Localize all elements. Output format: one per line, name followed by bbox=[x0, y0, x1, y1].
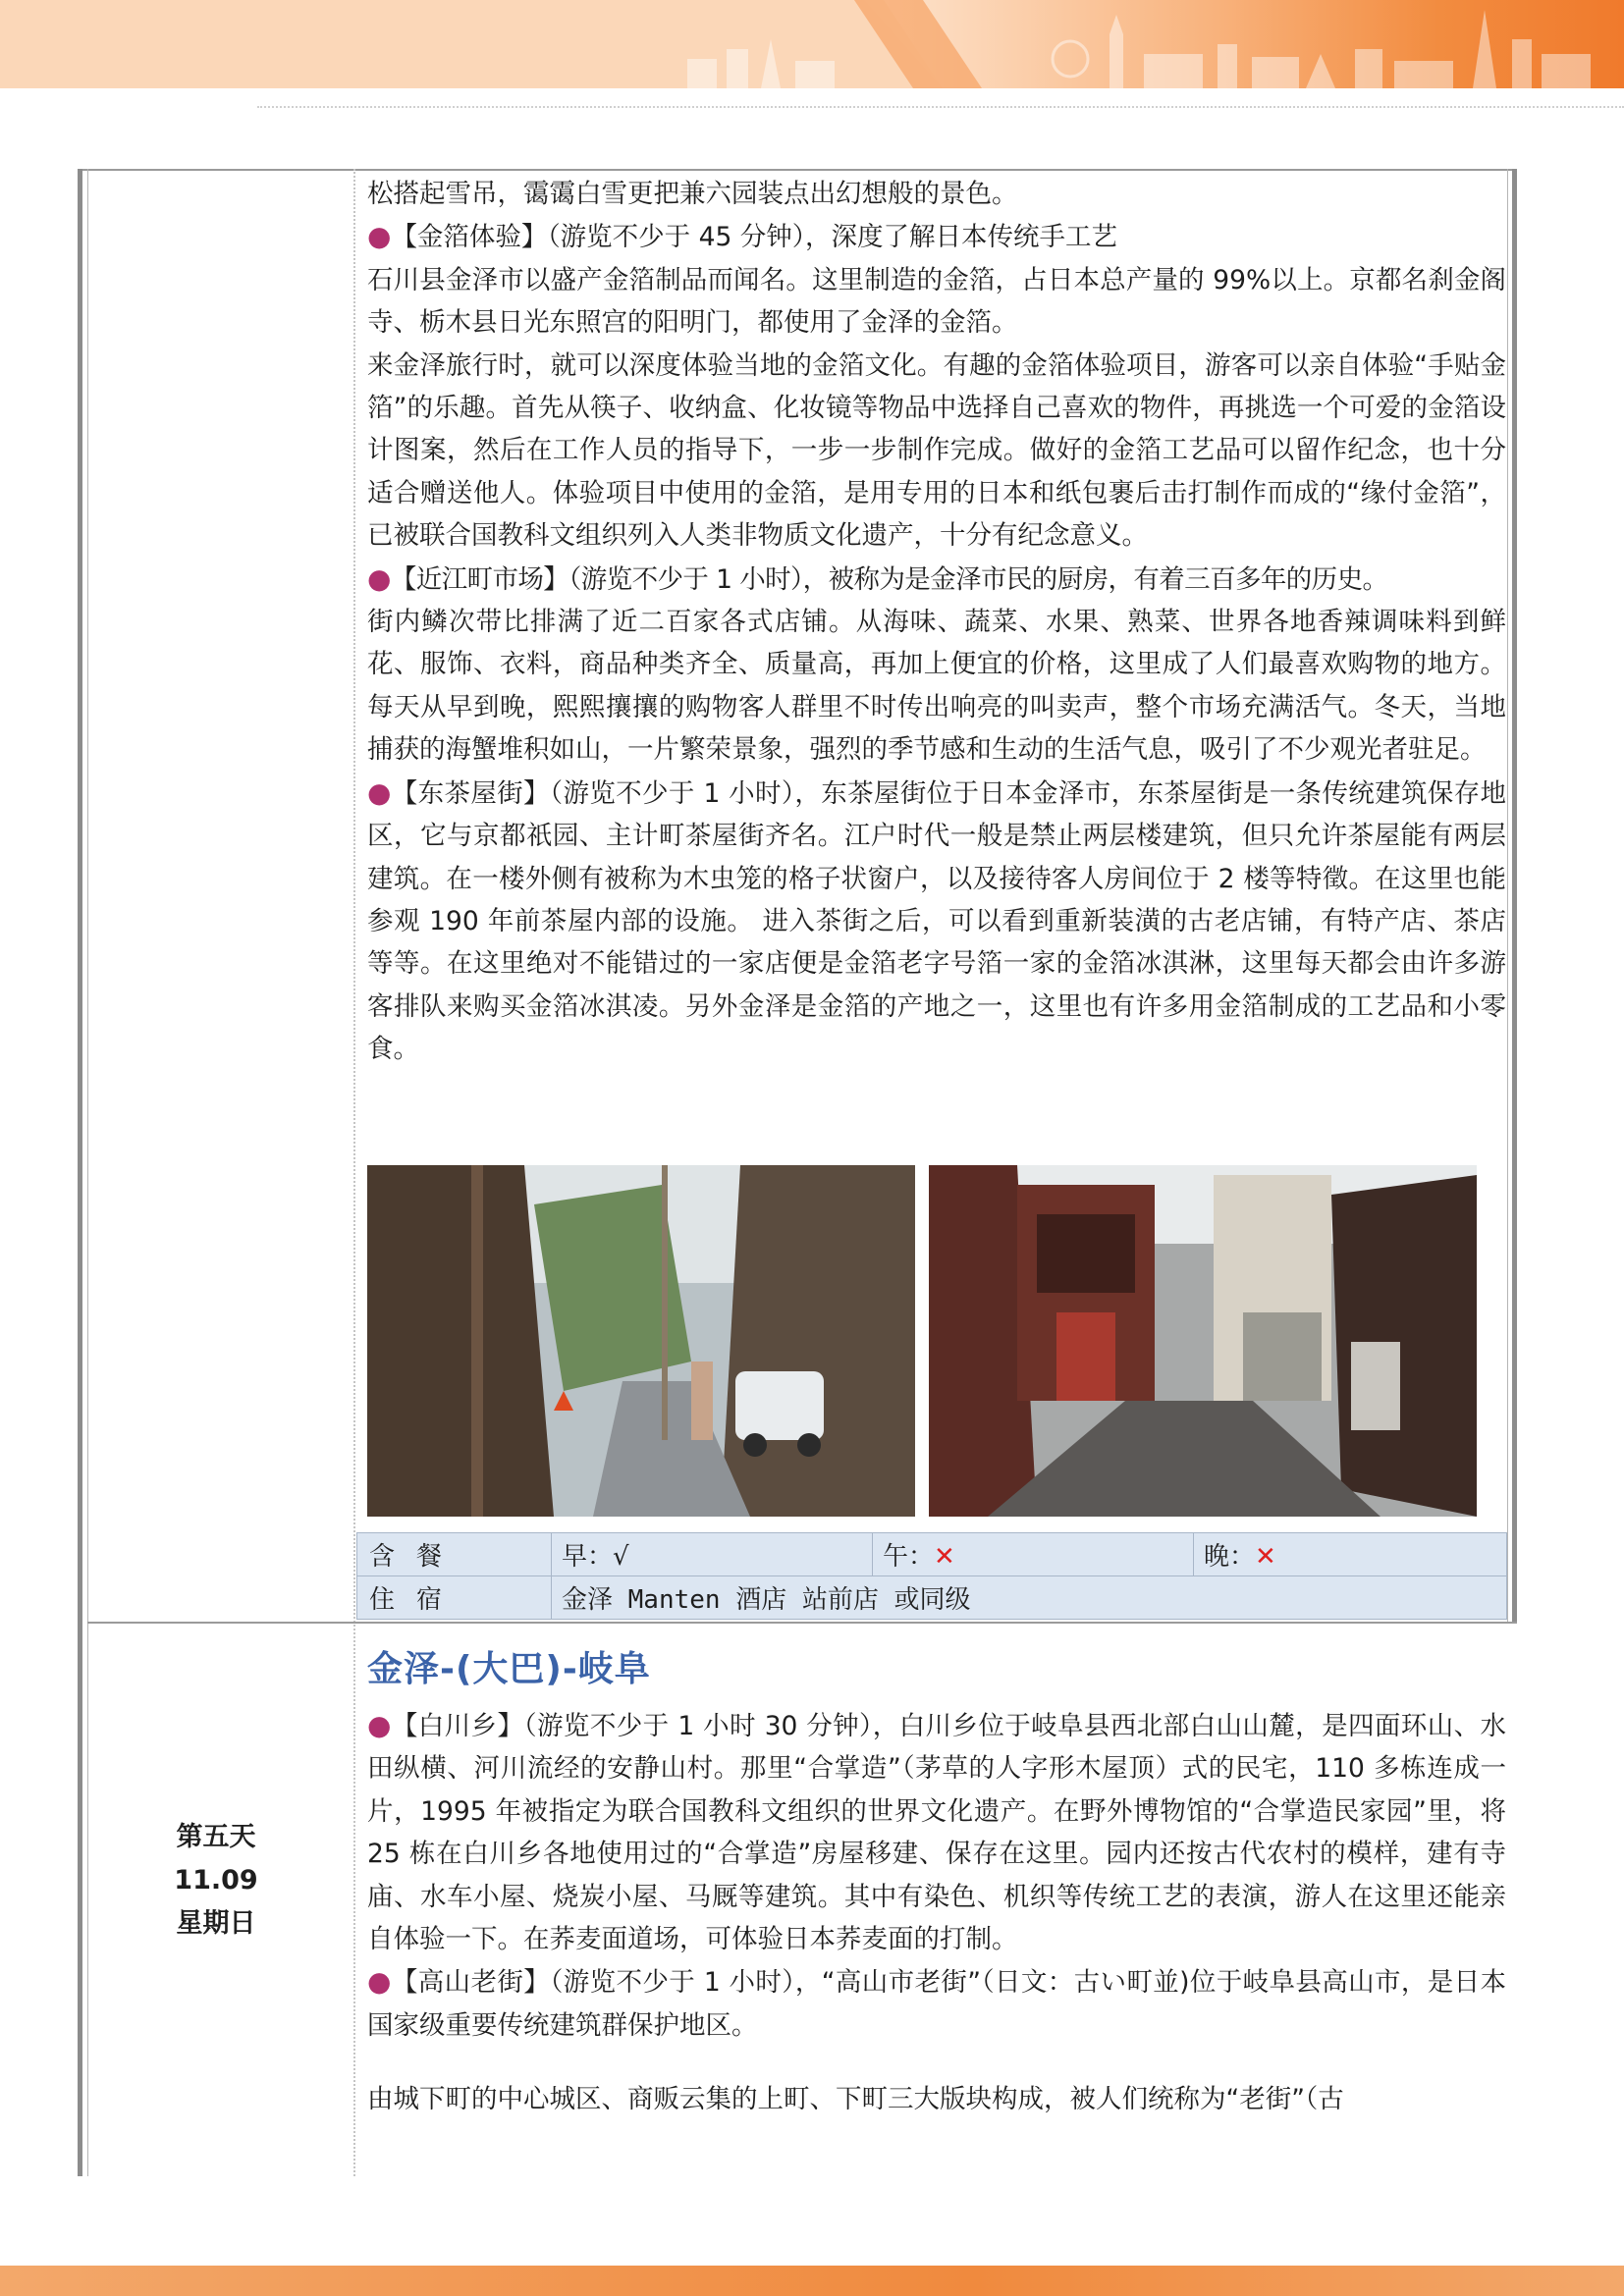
paragraph: 松搭起雪吊，霭霭白雪更把兼六园装点出幻想般的景色。 bbox=[367, 179, 1018, 209]
table-border-top bbox=[78, 169, 1517, 171]
spot-desc: ，白川乡位于岐阜县西北部白山山麓，是四面环山、水田纵横、河川流经的安静山村。那里“合掌造”（茅草的人字形木屋顶）式的民宅，110 多栋连成一片，1995 年被指定为联合国教科文组织的世界文化遗产。在野外博物馆的“合掌造民家园”里，将 25 栋在白川乡各地使用过的“合掌造”房屋移建、保存在这里。园内还按古代农村的模样，建有寺庙、水车小屋、烧炭小屋、马厩等建筑。其中有染色、机织等传统工艺的表演，游人在这里还能亲自体验一下。在荞麦面道场，可体验日本荞麦面的打制。 bbox=[367, 1711, 1507, 1955]
footer-band bbox=[0, 2266, 1624, 2296]
spot-name: 【东茶屋街】 bbox=[391, 777, 550, 809]
hotel-name: 金泽 Manten 酒店 站前店 或同级 bbox=[552, 1576, 1507, 1620]
day-label bbox=[137, 1816, 295, 1946]
spot-heading-gold bbox=[367, 215, 1506, 258]
spot-heading-market bbox=[367, 558, 1506, 601]
spot-name: 【近江町市场】 bbox=[390, 563, 569, 595]
paragraph: 街内鳞次带比排满了近二百家各式店铺。从海味、蔬菜、水果、熟菜、世界各地香辣调味料到鲜花、服饰、衣料，商品种类齐全、质量高，再加上便宜的价格，这里成了人们最喜欢购物的地方。每天从早到晚，熙熙攘攘的购物客人群里不时传出响亮的叫卖声，整个市场充满活气。冬天，当地捕获的海蟹堆积如山，一片繁荣景象，强烈的季节感和生动的生活气息，吸引了不少观光者驻足。 bbox=[367, 607, 1506, 766]
bullet-icon: ● bbox=[367, 1965, 392, 1999]
lodging-label: 住宿 bbox=[357, 1576, 552, 1620]
breakfast-cell: 早：√ bbox=[552, 1533, 873, 1576]
spot-paragraph-takayama bbox=[367, 1960, 1506, 2047]
spot-name: 【金箔体验】 bbox=[391, 222, 548, 253]
lodging-row bbox=[357, 1576, 1507, 1620]
meal-lodging-table bbox=[356, 1532, 1507, 1620]
meal-label: 含餐 bbox=[357, 1533, 552, 1576]
skyline-banner bbox=[0, 0, 1624, 88]
cross-icon: ✕ bbox=[1255, 1542, 1276, 1572]
paragraph: 由城下町的中心城区、商贩云集的上町、下町三大版块构成，被人们统称为“老街”（古 bbox=[367, 2084, 1344, 2115]
photo-higashi-chaya bbox=[929, 1165, 1477, 1517]
bullet-icon: ● bbox=[367, 1709, 392, 1741]
lunch-label: 午： bbox=[883, 1542, 935, 1572]
spot-paragraph-chaya bbox=[367, 772, 1506, 1071]
spot-name: 【高山老街】 bbox=[391, 1967, 551, 1999]
day-route-title: 金泽-(大巴)-岐阜 bbox=[367, 1649, 651, 1689]
day-number: 第五天 bbox=[176, 1822, 256, 1852]
lunch-cell bbox=[873, 1533, 1194, 1576]
bullet-icon: ● bbox=[367, 220, 392, 253]
bullet-icon: ● bbox=[367, 775, 392, 809]
spot-duration: （游览不少于 1 小时） bbox=[549, 777, 795, 809]
header-divider bbox=[257, 106, 1624, 108]
spot-duration: （游览不少于 1 小时） bbox=[550, 1967, 795, 1999]
spot-desc: ，“高山市老街”（日文：古い町並)位于岐阜县高山市，是日本国家级重要传统建筑群保护地区。 bbox=[367, 1967, 1506, 2041]
paragraph: 来金泽旅行时，就可以深度体验当地的金箔文化。有趣的金箔体验项目，游客可以亲自体验“手贴金箔”的乐趣。首先从筷子、收纳盒、化妆镜等物品中选择自己喜欢的物件，再挑选一个可爱的金箔设计图案，然后在工作人员的指导下，一步一步制作完成。做好的金箔工艺品可以留作纪念，也十分适合赠送他人。体验项目中使用的金箔，是用专用的日本和纸包裹后击打制作而成的“缘付金箔”，已被联合国教科文组织列入人类非物质文化遗产，十分有纪念意义。 bbox=[367, 349, 1506, 552]
header-banner bbox=[0, 0, 1624, 88]
spot-paragraph-shirakawa bbox=[367, 1704, 1506, 1960]
spot-desc: ，东茶屋街位于日本金泽市，东茶屋街是一条传统建筑保存地区，它与京都祇园、主计町茶屋街齐名。江户时代一般是禁止两层楼建筑，但只允许茶屋能有两层建筑。在一楼外侧有被称为木虫笼的格子状窗户，以及接待客人房间位于 2 楼等特徵。在这里也能参观 190 年前茶屋内部的设施。 进入茶街之后，可以看到重新装潢的古老店铺，有特产店、茶店等等。在这里绝对不能错过的一家店便是金箔老字号箔一家的金箔冰淇淋，这里每天都会由许多游客排队来购买金箔冰淇凌。另外金泽是金箔的产地之一，这里也有许多用金箔制成的工艺品和小零食。 bbox=[367, 777, 1506, 1065]
day5-content bbox=[367, 1704, 1506, 2121]
spot-duration: （游览不少于 1 小时 30 分钟） bbox=[523, 1711, 873, 1741]
day4-content bbox=[367, 173, 1506, 1071]
spot-duration: （游览不少于 1 小时） bbox=[568, 563, 803, 595]
meal-row bbox=[357, 1533, 1507, 1576]
spot-duration: （游览不少于 45 分钟） bbox=[547, 222, 806, 253]
dinner-label: 晚： bbox=[1204, 1542, 1256, 1572]
paragraph: 石川县金泽市以盛产金箔制品而闻名。这里制造的金箔，占日本总产量的 99%以上。京都名刹金阁寺、栃木县日光东照宫的阳明门，都使用了金泽的金箔。 bbox=[367, 264, 1506, 339]
dinner-cell bbox=[1194, 1533, 1507, 1576]
table-border-right bbox=[1512, 169, 1517, 1622]
spot-desc: ，被称为是金泽市民的厨房，有着三百多年的历史。 bbox=[802, 563, 1388, 595]
day-row-divider bbox=[87, 1622, 1517, 1624]
column-divider bbox=[353, 169, 355, 2176]
day-date: 11.09 bbox=[174, 1865, 258, 1896]
photo-kanazawa-street bbox=[367, 1165, 915, 1517]
table-border-left-inner bbox=[87, 169, 88, 2176]
cross-icon: ✕ bbox=[934, 1542, 955, 1572]
table-border-left bbox=[78, 169, 82, 2176]
day-weekday: 星期日 bbox=[176, 1908, 256, 1939]
table-border-right-inner bbox=[1507, 169, 1508, 1622]
spot-name: 【白川乡】 bbox=[391, 1711, 524, 1741]
spot-desc: ，深度了解日本传统手工艺 bbox=[805, 222, 1118, 253]
bullet-icon: ● bbox=[367, 561, 391, 595]
